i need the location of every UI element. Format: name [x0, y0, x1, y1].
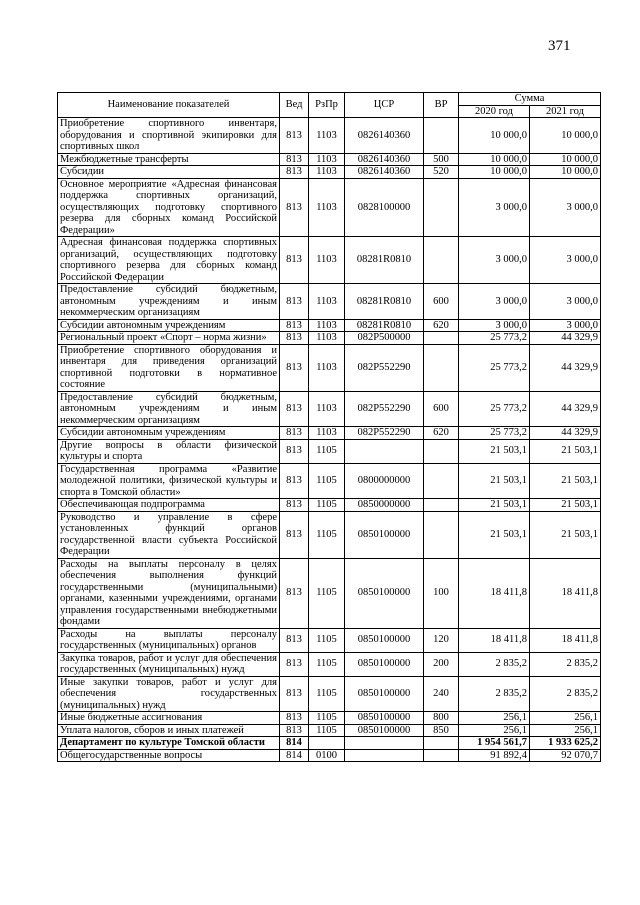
cell-csr: 082P552290 — [345, 344, 424, 391]
cell-ved: 813 — [280, 628, 309, 652]
cell-csr: 0850100000 — [345, 628, 424, 652]
cell-rzpr: 0100 — [309, 749, 345, 762]
cell-rzpr: 1105 — [309, 628, 345, 652]
cell-2020: 25 773,2 — [459, 427, 530, 440]
cell-name: Субсидии автономным учреждениям — [58, 427, 280, 440]
cell-2020: 256,1 — [459, 724, 530, 737]
cell-csr: 082P552290 — [345, 427, 424, 440]
cell-rzpr: 1105 — [309, 439, 345, 463]
cell-csr: 08281R0810 — [345, 319, 424, 332]
cell-ved: 813 — [280, 118, 309, 154]
cell-2021: 2 835,2 — [530, 652, 601, 676]
cell-csr: 0850100000 — [345, 558, 424, 628]
cell-rzpr — [309, 737, 345, 750]
cell-name: Приобретение спортивного инвентаря, оборудования и спортивной экипировки для спортивных школ — [58, 118, 280, 154]
cell-2021: 21 503,1 — [530, 499, 601, 512]
cell-ved: 813 — [280, 344, 309, 391]
cell-ved: 813 — [280, 391, 309, 427]
cell-vr: 800 — [424, 712, 459, 725]
cell-csr: 0850100000 — [345, 511, 424, 558]
cell-2021: 21 503,1 — [530, 439, 601, 463]
cell-rzpr: 1105 — [309, 499, 345, 512]
table-row — [58, 724, 601, 737]
cell-name: Региональный проект «Спорт – норма жизни» — [58, 332, 280, 345]
table-row — [58, 166, 601, 179]
cell-ved: 813 — [280, 319, 309, 332]
table-row — [58, 676, 601, 712]
cell-vr — [424, 332, 459, 345]
table-row — [58, 427, 601, 440]
table-row — [58, 118, 601, 154]
cell-name: Предоставление субсидий бюджетным, автономным учреждениям и иным некоммерческим организациям — [58, 284, 280, 320]
cell-2020: 3 000,0 — [459, 237, 530, 284]
cell-vr: 100 — [424, 558, 459, 628]
cell-2021: 44 329,9 — [530, 344, 601, 391]
cell-rzpr: 1103 — [309, 166, 345, 179]
table-row — [58, 749, 601, 762]
cell-csr: 0826140360 — [345, 118, 424, 154]
cell-name: Расходы на выплаты персоналу государственных (муниципальных) органов — [58, 628, 280, 652]
budget-table — [57, 92, 601, 762]
cell-2021: 44 329,9 — [530, 332, 601, 345]
cell-ved: 814 — [280, 749, 309, 762]
cell-rzpr: 1103 — [309, 118, 345, 154]
cell-2020: 1 954 561,7 — [459, 737, 530, 750]
cell-name: Иные закупки товаров, работ и услуг для обеспечения государственных (муниципальных) нужд — [58, 676, 280, 712]
cell-2020: 10 000,0 — [459, 118, 530, 154]
cell-csr: 0826140360 — [345, 166, 424, 179]
cell-rzpr: 1103 — [309, 332, 345, 345]
cell-rzpr: 1105 — [309, 652, 345, 676]
cell-vr — [424, 237, 459, 284]
cell-ved: 813 — [280, 284, 309, 320]
table-row — [58, 284, 601, 320]
cell-name: Адресная финансовая поддержка спортивных организаций, осуществляющих подготовку спортивного резерва для сборных команд Российской Федерации — [58, 237, 280, 284]
cell-csr: 0850100000 — [345, 652, 424, 676]
cell-2021: 18 411,8 — [530, 628, 601, 652]
cell-csr: 0800000000 — [345, 463, 424, 499]
cell-name: Руководство и управление в сфере установленных функций органов государственной власти субъекта Российской Федерации — [58, 511, 280, 558]
cell-rzpr: 1103 — [309, 178, 345, 237]
cell-2020: 25 773,2 — [459, 332, 530, 345]
header-name: Наименование показателей — [58, 93, 280, 118]
table-row — [58, 153, 601, 166]
cell-rzpr: 1105 — [309, 558, 345, 628]
cell-csr: 0826140360 — [345, 153, 424, 166]
cell-ved: 814 — [280, 737, 309, 750]
cell-name: Предоставление субсидий бюджетным, автономным учреждениям и иным некоммерческим организациям — [58, 391, 280, 427]
cell-vr — [424, 511, 459, 558]
cell-vr: 200 — [424, 652, 459, 676]
cell-vr — [424, 344, 459, 391]
cell-rzpr: 1103 — [309, 344, 345, 391]
cell-csr: 0828100000 — [345, 178, 424, 237]
cell-2020: 3 000,0 — [459, 178, 530, 237]
cell-2021: 18 411,8 — [530, 558, 601, 628]
cell-2020: 21 503,1 — [459, 511, 530, 558]
cell-vr — [424, 439, 459, 463]
cell-csr: 082P552290 — [345, 391, 424, 427]
table-row — [58, 332, 601, 345]
cell-2020: 3 000,0 — [459, 319, 530, 332]
cell-2021: 3 000,0 — [530, 319, 601, 332]
cell-2020: 256,1 — [459, 712, 530, 725]
cell-2021: 44 329,9 — [530, 427, 601, 440]
cell-name: Уплата налогов, сборов и иных платежей — [58, 724, 280, 737]
table-row — [58, 344, 601, 391]
cell-2021: 21 503,1 — [530, 463, 601, 499]
cell-2020: 21 503,1 — [459, 463, 530, 499]
cell-name: Общегосударственные вопросы — [58, 749, 280, 762]
cell-vr — [424, 499, 459, 512]
cell-rzpr: 1105 — [309, 463, 345, 499]
cell-name: Департамент по культуре Томской области — [58, 737, 280, 750]
cell-vr — [424, 749, 459, 762]
table-row — [58, 499, 601, 512]
cell-csr — [345, 749, 424, 762]
cell-name: Обеспечивающая подпрограмма — [58, 499, 280, 512]
cell-2020: 2 835,2 — [459, 652, 530, 676]
cell-rzpr: 1103 — [309, 391, 345, 427]
cell-ved: 813 — [280, 463, 309, 499]
cell-2021: 92 070,7 — [530, 749, 601, 762]
cell-vr — [424, 463, 459, 499]
cell-rzpr: 1105 — [309, 724, 345, 737]
cell-csr: 08281R0810 — [345, 284, 424, 320]
cell-ved: 813 — [280, 712, 309, 725]
cell-ved: 813 — [280, 724, 309, 737]
cell-ved: 813 — [280, 499, 309, 512]
cell-csr — [345, 737, 424, 750]
cell-2021: 3 000,0 — [530, 237, 601, 284]
cell-2020: 10 000,0 — [459, 166, 530, 179]
cell-vr — [424, 118, 459, 154]
table-row — [58, 463, 601, 499]
cell-name: Расходы на выплаты персоналу в целях обеспечения выполнения функций государственными (муниципальными) органами, казенными учреждениями, органами управления государственными внебюджетными фондами — [58, 558, 280, 628]
cell-2021: 10 000,0 — [530, 118, 601, 154]
header-sum: Сумма — [459, 93, 601, 106]
cell-2021: 10 000,0 — [530, 153, 601, 166]
cell-2021: 10 000,0 — [530, 166, 601, 179]
cell-rzpr: 1103 — [309, 284, 345, 320]
cell-name: Основное мероприятие «Адресная финансовая поддержка спортивных организаций, осуществляющих подготовку спортивного резерва для сборных команд Российской Федерации» — [58, 178, 280, 237]
cell-2020: 3 000,0 — [459, 284, 530, 320]
cell-2020: 18 411,8 — [459, 558, 530, 628]
cell-rzpr: 1103 — [309, 153, 345, 166]
cell-2020: 21 503,1 — [459, 499, 530, 512]
cell-2020: 2 835,2 — [459, 676, 530, 712]
header-vr: ВР — [424, 93, 459, 118]
table-row — [58, 391, 601, 427]
cell-2020: 25 773,2 — [459, 391, 530, 427]
table-row — [58, 652, 601, 676]
cell-name: Закупка товаров, работ и услуг для обеспечения государственных (муниципальных) нужд — [58, 652, 280, 676]
cell-2021: 2 835,2 — [530, 676, 601, 712]
table-row — [58, 237, 601, 284]
table-row — [58, 712, 601, 725]
table-row — [58, 319, 601, 332]
cell-csr: 082P500000 — [345, 332, 424, 345]
cell-2020: 10 000,0 — [459, 153, 530, 166]
cell-vr: 850 — [424, 724, 459, 737]
cell-name: Субсидии — [58, 166, 280, 179]
cell-ved: 813 — [280, 332, 309, 345]
cell-ved: 813 — [280, 178, 309, 237]
header-2021: 2021 год — [530, 105, 601, 118]
table-row — [58, 511, 601, 558]
cell-ved: 813 — [280, 558, 309, 628]
cell-2020: 21 503,1 — [459, 439, 530, 463]
cell-ved: 813 — [280, 676, 309, 712]
cell-name: Государственная программа «Развитие молодежной политики, физической культуры и спорта в Томской области» — [58, 463, 280, 499]
cell-rzpr: 1105 — [309, 676, 345, 712]
cell-2021: 256,1 — [530, 724, 601, 737]
cell-rzpr: 1105 — [309, 712, 345, 725]
cell-csr — [345, 439, 424, 463]
cell-rzpr: 1103 — [309, 427, 345, 440]
cell-rzpr: 1103 — [309, 319, 345, 332]
cell-ved: 813 — [280, 652, 309, 676]
cell-csr: 0850100000 — [345, 712, 424, 725]
cell-2021: 1 933 625,2 — [530, 737, 601, 750]
cell-2020: 25 773,2 — [459, 344, 530, 391]
cell-csr: 0850100000 — [345, 724, 424, 737]
cell-2021: 3 000,0 — [530, 284, 601, 320]
table-row — [58, 558, 601, 628]
cell-vr: 620 — [424, 427, 459, 440]
cell-vr: 600 — [424, 391, 459, 427]
table-row — [58, 737, 601, 750]
cell-csr: 0850000000 — [345, 499, 424, 512]
table-row — [58, 178, 601, 237]
cell-vr: 240 — [424, 676, 459, 712]
cell-vr — [424, 737, 459, 750]
cell-ved: 813 — [280, 153, 309, 166]
table-row — [58, 439, 601, 463]
header-2020: 2020 год — [459, 105, 530, 118]
budget-table-body — [58, 118, 601, 762]
table-row — [58, 628, 601, 652]
cell-name: Другие вопросы в области физической культуры и спорта — [58, 439, 280, 463]
cell-2021: 21 503,1 — [530, 511, 601, 558]
cell-ved: 813 — [280, 427, 309, 440]
header-rzpr: РзПр — [309, 93, 345, 118]
cell-name: Межбюджетные трансферты — [58, 153, 280, 166]
cell-2021: 3 000,0 — [530, 178, 601, 237]
cell-ved: 813 — [280, 237, 309, 284]
cell-name: Иные бюджетные ассигнования — [58, 712, 280, 725]
cell-vr — [424, 178, 459, 237]
cell-2021: 256,1 — [530, 712, 601, 725]
header-ved: Вед — [280, 93, 309, 118]
cell-ved: 813 — [280, 166, 309, 179]
cell-vr: 120 — [424, 628, 459, 652]
page-number: 371 — [548, 38, 571, 54]
cell-vr: 520 — [424, 166, 459, 179]
cell-csr: 08281R0810 — [345, 237, 424, 284]
cell-csr: 0850100000 — [345, 676, 424, 712]
cell-name: Приобретение спортивного оборудования и инвентаря для приведения организаций спортивной подготовки в нормативное состояние — [58, 344, 280, 391]
cell-vr: 620 — [424, 319, 459, 332]
cell-2020: 18 411,8 — [459, 628, 530, 652]
cell-rzpr: 1103 — [309, 237, 345, 284]
cell-2020: 91 892,4 — [459, 749, 530, 762]
cell-ved: 813 — [280, 511, 309, 558]
cell-2021: 44 329,9 — [530, 391, 601, 427]
cell-vr: 500 — [424, 153, 459, 166]
cell-ved: 813 — [280, 439, 309, 463]
header-csr: ЦСР — [345, 93, 424, 118]
cell-name: Субсидии автономным учреждениям — [58, 319, 280, 332]
cell-vr: 600 — [424, 284, 459, 320]
cell-rzpr: 1105 — [309, 511, 345, 558]
